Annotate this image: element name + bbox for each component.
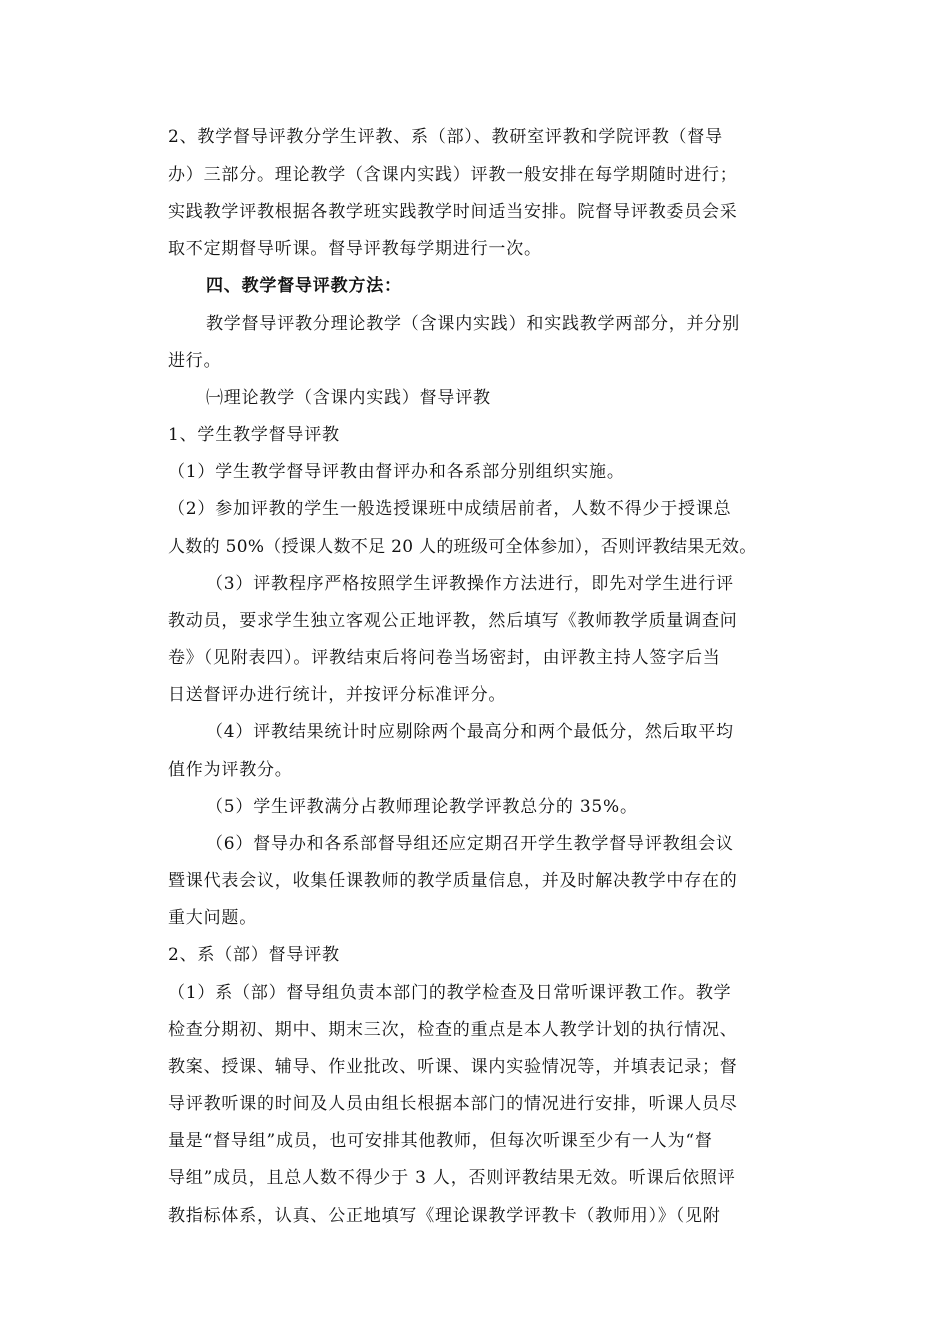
section-heading-4: 四、教学督导评教方法：: [206, 276, 402, 296]
item-2-1-line-3: 教案、授课、辅导、作业批改、听课、课内实验情况等，并填表记录；督: [168, 1057, 738, 1077]
item-2-1-line-5: 量是“督导组”成员，也可安排其他教师，但每次听课至少有一人为“督: [168, 1131, 713, 1151]
item-heading-2: 2、系（部）督导评教: [168, 945, 340, 965]
paragraph-2-line-4: 取不定期督导听课。督导评教每学期进行一次。: [168, 239, 542, 259]
item-1-2-line-1: （2）参加评教的学生一般选授课班中成绩居前者，人数不得少于授课总: [168, 499, 732, 519]
item-1-3-line-3: 卷》（见附表四）。评教结束后将问卷当场密封，由评教主持人签字后当: [168, 648, 721, 668]
paragraph-2-line-3: 实践教学评教根据各教学班实践教学时间适当安排。院督导评教委员会采: [168, 202, 738, 222]
section-intro-line-1: 教学督导评教分理论教学（含课内实践）和实践教学两部分，并分别: [206, 314, 740, 334]
item-1-3-line-2: 教动员，要求学生独立客观公正地评教，然后填写《教师教学质量调查问: [168, 611, 738, 631]
item-1-5: （5）学生评教满分占教师理论教学评教总分的 35%。: [206, 797, 638, 817]
section-intro-line-2: 进行。: [168, 351, 222, 371]
item-2-1-line-7: 教指标体系，认真、公正地填写《理论课教学评教卡（教师用）》（见附: [168, 1206, 721, 1226]
item-1-6-line-3: 重大问题。: [168, 908, 257, 928]
item-1-4-line-2: 值作为评教分。: [168, 760, 293, 780]
item-1-3-line-4: 日送督评办进行统计，并按评分标准评分。: [168, 685, 507, 705]
subsection-heading-1: ㈠理论教学（含课内实践）督导评教: [206, 388, 491, 408]
item-2-1-line-4: 导评教听课的时间及人员由组长根据本部门的情况进行安排，听课人员尽: [168, 1094, 738, 1114]
item-2-1-line-6: 导组”成员，且总人数不得少于 3 人，否则评教结果无效。听课后依照评: [168, 1168, 736, 1188]
paragraph-2-line-2: 办）三部分。理论教学（含课内实践）评教一般安排在每学期随时进行；: [168, 165, 738, 185]
item-1-1: （1）学生教学督导评教由督评办和各系部分别组织实施。: [168, 462, 625, 482]
paragraph-2-line-1: 2、教学督导评教分学生评教、系（部）、教研室评教和学院评教（督导: [168, 127, 723, 147]
item-1-3-line-1: （3）评教程序严格按照学生评教操作方法进行，即先对学生进行评: [206, 574, 734, 594]
item-2-1-line-2: 检查分期初、期中、期末三次，检查的重点是本人教学计划的执行情况、: [168, 1020, 738, 1040]
item-1-4-line-1: （4）评教结果统计时应剔除两个最高分和两个最低分，然后取平均: [206, 722, 734, 742]
item-heading-1: 1、学生教学督导评教: [168, 425, 340, 445]
item-1-6-line-1: （6）督导办和各系部督导组还应定期召开学生教学督导评教组会议: [206, 834, 734, 854]
item-2-1-line-1: （1）系（部）督导组负责本部门的教学检查及日常听课评教工作。教学: [168, 983, 732, 1003]
item-1-6-line-2: 暨课代表会议，收集任课教师的教学质量信息，并及时解决教学中存在的: [168, 871, 738, 891]
item-1-2-line-2: 人数的 50%（授课人数不足 20 人的班级可全体参加），否则评教结果无效。: [168, 537, 757, 557]
